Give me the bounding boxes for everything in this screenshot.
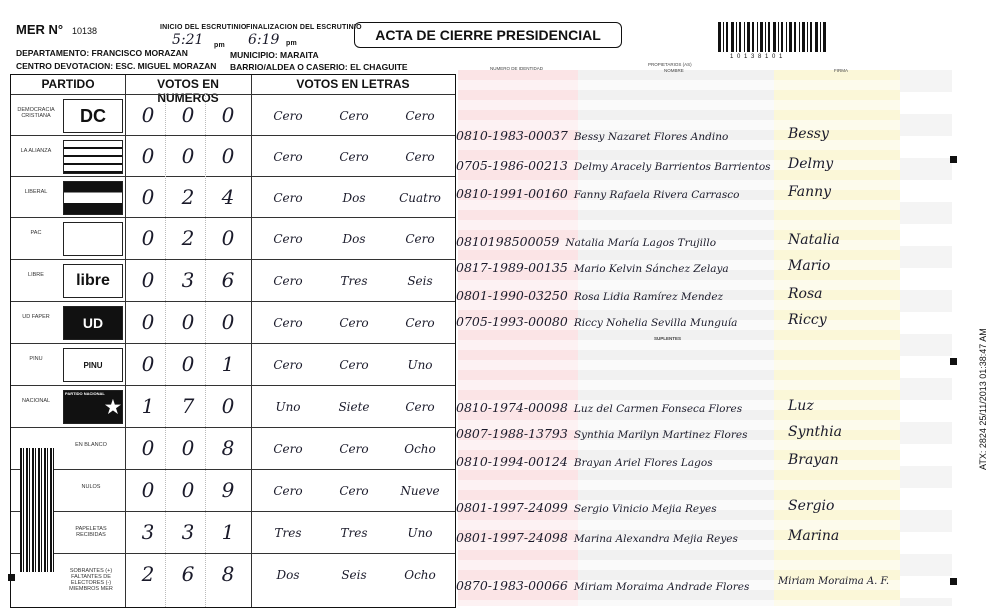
member-entry — [456, 426, 748, 441]
vote-word: Cero — [273, 191, 303, 205]
member-entry — [456, 578, 749, 593]
table-row — [11, 94, 455, 137]
vote-word: Cero — [273, 150, 303, 164]
member-name: Sergio Vinicio Mejia Reyes — [573, 503, 717, 515]
inicio-suffix: pm — [214, 42, 225, 49]
vote-word: Ocho — [404, 442, 436, 456]
firma-header: FIRMA — [834, 68, 848, 73]
barcode-number: 1 0 1 3 8 1 0 1 — [730, 54, 784, 60]
member-name: Brayan Ariel Flores Lagos — [573, 457, 713, 469]
member-entry — [456, 260, 729, 275]
vote-word: Dos — [342, 232, 366, 246]
barcode-icon — [718, 22, 828, 52]
party-name: UD FAPER — [22, 314, 50, 320]
vote-digit: 8 — [221, 562, 235, 586]
registration-mark — [950, 358, 957, 365]
member-name: Mario Kelvin Sánchez Zelaya — [573, 263, 729, 275]
vote-word: Cero — [339, 358, 369, 372]
vote-digit: 0 — [181, 103, 195, 127]
role-column — [900, 70, 952, 606]
inicio-label: INICIO DEL ESCRUTINIO — [160, 24, 247, 31]
divider — [205, 94, 206, 607]
party-name: PAC — [30, 230, 42, 236]
vote-digit: 3 — [181, 520, 195, 544]
member-name: Luz del Carmen Fonseca Flores — [573, 403, 743, 415]
member-entry — [456, 288, 723, 303]
vote-digit: 3 — [181, 268, 195, 292]
vote-word: Uno — [407, 526, 433, 540]
member-signature: Miriam Moraima A. F. — [778, 576, 890, 587]
vote-digit: 0 — [221, 310, 235, 334]
member-signature: Riccy — [788, 312, 827, 328]
member-name: Marina Alexandra Mejia Reyes — [573, 533, 738, 545]
member-name: Rosa Lidia Ramírez Mendez — [573, 291, 724, 303]
member-entry — [456, 234, 716, 249]
vote-word: Uno — [407, 358, 433, 372]
vote-digit: 2 — [181, 185, 195, 209]
vote-word: Cero — [273, 316, 303, 330]
member-signature: Sergio — [788, 498, 835, 514]
member-entry — [456, 314, 737, 329]
vote-word: Cero — [405, 316, 435, 330]
table-row — [11, 511, 455, 554]
member-signature: Synthia — [788, 424, 842, 440]
vote-word: Cero — [273, 442, 303, 456]
vote-word: Cero — [273, 484, 303, 498]
vote-word: Cero — [339, 484, 369, 498]
party-name: SOBRANTES (+) FALTANTES DE ELECTORES (-) MIEMBROS MER — [69, 568, 113, 592]
vote-digit: 0 — [181, 436, 195, 460]
vote-word: Seis — [407, 274, 433, 288]
vote-digit: 2 — [181, 226, 195, 250]
vote-word: Cero — [405, 150, 435, 164]
party-logo-icon — [63, 390, 123, 424]
col-letras: VOTOS EN LETRAS — [296, 77, 410, 91]
vote-word: Cero — [339, 316, 369, 330]
vote-digit: 0 — [141, 436, 155, 460]
member-id: 0705-1993-00080 — [456, 314, 568, 329]
vote-digit: 0 — [141, 310, 155, 334]
timestamp-stamp: ATX: 2824 25/11/2013 01:38:47 AM — [978, 328, 988, 470]
side-barcode-icon — [20, 448, 54, 572]
vote-word: Dos — [276, 568, 300, 582]
member-id: 0807-1988-13793 — [456, 426, 568, 441]
vote-word: Uno — [275, 400, 301, 414]
col-partido: PARTIDO — [41, 77, 95, 91]
vote-word: Cero — [405, 232, 435, 246]
vote-digit: 0 — [141, 478, 155, 502]
vote-word: Cero — [339, 150, 369, 164]
vote-word: Cero — [273, 232, 303, 246]
final-time: 6:19 — [248, 32, 280, 48]
vote-digit: 3 — [141, 520, 155, 544]
table-row — [11, 135, 455, 178]
member-id: 0801-1990-03250 — [456, 288, 568, 303]
vote-word: Nueve — [400, 484, 440, 498]
votes-table — [10, 74, 456, 608]
vote-word: Tres — [340, 274, 368, 288]
member-entry — [456, 128, 728, 143]
table-row — [11, 385, 455, 428]
centro-votacion: CENTRO DEVOTACION: ESC. MIGUEL MORAZAN — [16, 61, 217, 71]
vote-digit: 4 — [221, 185, 235, 209]
vote-word: Cero — [273, 358, 303, 372]
suplentes-header: SUPLENTES — [654, 336, 682, 341]
vote-digit: 0 — [181, 310, 195, 334]
vote-digit: 0 — [181, 478, 195, 502]
member-signature: Luz — [788, 398, 814, 414]
party-logo-text: UD — [82, 315, 104, 331]
table-row — [11, 343, 455, 386]
member-signature: Mario — [788, 258, 831, 274]
member-id: 0705-1986-00213 — [456, 158, 568, 173]
member-name: Fanny Rafaela Rivera Carrasco — [573, 189, 740, 201]
party-name: DEMOCRACIA CRISTIANA — [17, 107, 55, 119]
member-id: 0870-1983-00066 — [456, 578, 568, 593]
vote-word: Cero — [273, 274, 303, 288]
member-entry — [456, 454, 713, 469]
table-row — [11, 301, 455, 344]
vote-digit: 0 — [221, 394, 235, 418]
table-row — [11, 427, 455, 470]
member-id: 0801-1997-24099 — [456, 500, 568, 515]
registration-mark — [950, 578, 957, 585]
party-name: LIBRE — [28, 272, 44, 278]
vote-digit: 0 — [221, 103, 235, 127]
vote-digit: 0 — [141, 352, 155, 376]
member-id: 0810-1991-00160 — [456, 186, 568, 201]
member-signature: Delmy — [788, 156, 834, 172]
table-row — [11, 217, 455, 260]
member-name: Riccy Nohelia Sevilla Munguía — [573, 317, 738, 329]
member-entry — [456, 400, 742, 415]
member-signature: Rosa — [788, 286, 823, 302]
party-logo-icon — [63, 181, 123, 215]
vote-digit: 7 — [181, 394, 195, 418]
party-logo-icon — [63, 140, 123, 174]
vote-word: Tres — [274, 526, 302, 540]
registration-mark — [950, 156, 957, 163]
vote-word: Cero — [273, 109, 303, 123]
party-logo-icon — [63, 264, 123, 298]
member-signature: Natalia — [788, 232, 840, 248]
party-logo-icon — [63, 348, 123, 382]
vote-digit: 0 — [141, 226, 155, 250]
identidad-header: NUMERO DE IDENTIDAD — [490, 66, 544, 71]
mer-number: 10138 — [72, 26, 98, 36]
member-name: Delmy Aracely Barrientos Barrientos — [573, 161, 771, 173]
member-name: Bessy Nazaret Flores Andino — [573, 131, 729, 143]
page-title: ACTA DE CIERRE PRESIDENCIAL — [354, 22, 622, 48]
party-logo-text: PARTIDO NACIONAL — [64, 391, 105, 396]
barrio: BARRIO/ALDEA O CASERIO: EL CHAGUITE — [230, 62, 408, 72]
vote-word: Cero — [405, 109, 435, 123]
departamento: DEPARTAMENTO: FRANCISCO MORAZAN — [16, 48, 188, 58]
party-name: PINU — [29, 356, 43, 362]
table-row — [11, 176, 455, 219]
party-name: LIBERAL — [24, 189, 48, 195]
member-entry — [456, 158, 771, 173]
final-label: FINALIZACION DEL ESCRUTINIO — [246, 24, 362, 31]
member-entry — [456, 186, 739, 201]
vote-word: Tres — [340, 526, 368, 540]
propietarios-header: PROPIETARIOS (AS) — [648, 62, 692, 67]
vote-word: Cuatro — [399, 191, 441, 205]
party-name: LA ALIANZA — [20, 148, 52, 154]
vote-digit: 0 — [181, 352, 195, 376]
party-logo-text: libre — [76, 272, 110, 289]
member-signature: Fanny — [788, 184, 832, 200]
party-name: PAPELETAS RECIBIDAS — [75, 526, 107, 538]
party-name: NACIONAL — [21, 398, 51, 404]
member-name: Natalia María Lagos Trujillo — [565, 237, 717, 249]
vote-digit: 0 — [141, 144, 155, 168]
table-row — [11, 259, 455, 302]
vote-digit: 6 — [221, 268, 235, 292]
star-icon: ★ — [104, 396, 122, 417]
final-suffix: pm — [286, 40, 297, 47]
vote-digit: 1 — [221, 352, 235, 376]
divider — [165, 94, 166, 607]
table-row — [11, 553, 455, 596]
member-id: 0817-1989-00135 — [456, 260, 568, 275]
member-signature: Bessy — [788, 126, 829, 142]
member-entry — [456, 530, 738, 545]
vote-word: Siete — [338, 400, 370, 414]
member-id: 0801-1997-24098 — [456, 530, 568, 545]
member-name: Miriam Moraima Andrade Flores — [573, 581, 750, 593]
municipio: MUNICIPIO: MARAITA — [230, 50, 319, 60]
vote-word: Cero — [339, 109, 369, 123]
party-logo-icon — [63, 222, 123, 256]
party-name: EN BLANCO — [75, 442, 107, 448]
party-logo-icon — [63, 306, 123, 340]
inicio-time: 5:21 — [172, 32, 204, 48]
vote-word: Cero — [339, 442, 369, 456]
member-entry — [456, 500, 717, 515]
vote-word: Seis — [341, 568, 367, 582]
vote-word: Dos — [342, 191, 366, 205]
nombre-header: NOMBRE — [664, 68, 684, 73]
vote-digit: 9 — [221, 478, 235, 502]
mer-label: MER N° — [16, 22, 64, 37]
table-row — [11, 469, 455, 512]
vote-word: Cero — [405, 400, 435, 414]
vote-digit: 0 — [221, 144, 235, 168]
vote-digit: 1 — [221, 520, 235, 544]
party-logo-text: DC — [80, 105, 106, 126]
member-signature: Marina — [788, 528, 840, 544]
vote-digit: 0 — [221, 226, 235, 250]
vote-digit: 6 — [181, 562, 195, 586]
vote-digit: 0 — [181, 144, 195, 168]
registration-mark — [8, 574, 15, 581]
member-id: 0810198500059 — [456, 234, 560, 249]
member-signature: Brayan — [788, 452, 839, 468]
party-logo-text: PINU — [83, 360, 103, 370]
vote-digit: 0 — [141, 185, 155, 209]
party-name: NULOS — [81, 484, 101, 490]
col-numeros: VOTOS EN NUMEROS — [157, 77, 219, 105]
vote-digit: 1 — [141, 394, 155, 418]
vote-digit: 8 — [221, 436, 235, 460]
member-id: 0810-1974-00098 — [456, 400, 568, 415]
vote-digit: 0 — [141, 268, 155, 292]
member-name: Synthia Marilyn Martinez Flores — [573, 429, 748, 441]
identity-column — [458, 70, 578, 606]
member-id: 0810-1994-00124 — [456, 454, 568, 469]
vote-digit: 0 — [141, 103, 155, 127]
vote-word: Ocho — [404, 568, 436, 582]
party-logo-icon — [63, 99, 123, 133]
signature-column — [774, 70, 900, 606]
member-id: 0810-1983-00037 — [456, 128, 568, 143]
vote-digit: 2 — [141, 562, 155, 586]
